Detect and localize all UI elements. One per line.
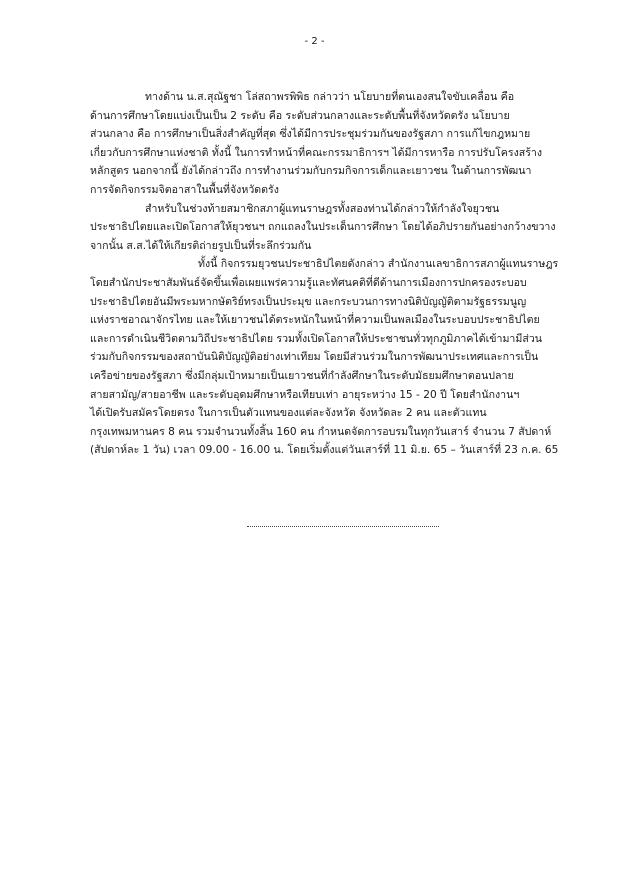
text-line: แห่งราชอาณาจักรไทย และให้เยาวชนได้ตระหนักในหน้าที่ความเป็นพลเมืองในระบอบประชาธิปไตย [90,314,540,327]
dotted-divider [247,526,439,527]
text-line: สำหรับในช่วงท้ายสมาชิกสภาผู้แทนราษฎรทั้งสองท่านได้กล่าวให้กำลังใจยุวชน [145,202,500,215]
text-line: เครือข่ายของรัฐสภา ซึ่งมีกลุ่มเป้าหมายเป็นเยาวชนที่กำลังศึกษาในระดับมัธยมศึกษาตอนปลาย [90,369,514,382]
text-line: ประชาธิปไตยและเปิดโอกาสให้ยุวชนฯ ถกแถลงในประเด็นการศึกษา โดยได้อภิปรายกันอย่างกว้างขวาง [90,221,556,234]
paragraph-2 [90,200,580,256]
text-line: และการดำเนินชีวิตตามวิถีประชาธิปไตย รวมทั้งเปิดโอกาสให้ประชาชนทั่วทุกภูมิภาคได้เข้ามามีส่วน [90,332,543,345]
text-line: สายสามัญ/สายอาชีพ และระดับอุดมศึกษาหรือเทียบเท่า อายุระหว่าง 15 - 20 ปี โดยสำนักงานฯ [90,388,520,401]
text-line: จากนั้น ส.ส.ได้ให้เกียรติถ่ายรูปเป็นที่ระลึกร่วมกัน [90,239,312,252]
text-line: กรุงเทพมหานคร 8 คน รวมจำนวนทั้งสิ้น 160 คน กำหนดจัดการอบรมในทุกวันเสาร์ จำนวน 7 สัปดาห์ [90,425,552,438]
text-line: ส่วนกลาง คือ การศึกษาเป็นสิ่งสำคัญที่สุด ซึ่งได้มีการประชุมร่วมกันของรัฐสภา การแก้ไขกฎหมาย [90,128,531,141]
paragraph-1 [90,88,580,200]
text-line: หลักสูตร นอกจากนี้ ยังได้กล่าวถึง การทำงานร่วมกับกรมกิจการเด็กและเยาวชน ในด้านการพัฒนา [90,165,532,178]
text-line: ทางด้าน น.ส.สุณัฐชา โล่สถาพรพิพิธ กล่าวว่า นโยบายที่ตนเองสนใจขับเคลื่อน คือ [145,91,515,103]
text-line: การจัดกิจกรรมจิตอาสาในพื้นที่จังหวัดตรัง [90,183,279,196]
text-line: ทั้งนี้ กิจกรรมยุวชนประชาธิปไตยดังกล่าว สำนักงานเลขาธิการสภาผู้แทนราษฎร [198,258,559,271]
text-line: เกี่ยวกับการศึกษาแห่งชาติ ทั้งนี้ ในการทำหน้าที่คณะกรรมาธิการฯ ได้มีการหารือ การปรับโครงสร้าง [90,146,543,159]
text-line: โดยสำนักประชาสัมพันธ์จัดขึ้นเพื่อเผยแพร่ความรู้และทัศนคติที่ดีด้านการเมืองการปกครองระบอบ [90,276,527,289]
paragraph-3 [90,255,580,460]
page-number: - 2 - [304,36,325,47]
text-line: ด้านการศึกษาโดยแบ่งเป็นเป็น 2 ระดับ คือ ระดับส่วนกลางและระดับพื้นที่จังหวัดตรัง นโยบาย [90,109,510,122]
document-body [90,88,580,460]
text-line: (สัปดาห์ละ 1 วัน) เวลา 09.00 - 16.00 น. โดยเริ่มตั้งแต่วันเสาร์ที่ 11 มิ.ย. 65 – วันเสาร์ที่ 23 ก.ค. 65 [90,444,559,457]
text-line: ร่วมกับกิจกรรมของสถาบันนิติบัญญัติอย่างเท่าเทียม โดยมีส่วนร่วมในการพัฒนาประเทศและการเป็น [90,351,539,364]
text-line: ประชาธิปไตยอันมีพระมหากษัตริย์ทรงเป็นประมุข และกระบวนการทางนิติบัญญัติตามรัฐธรรมนูญ [90,295,527,308]
text-line: ได้เปิดรับสมัครโดยตรง ในการเป็นตัวแทนของแต่ละจังหวัด จังหวัดละ 2 คน และตัวแทน [90,407,487,420]
